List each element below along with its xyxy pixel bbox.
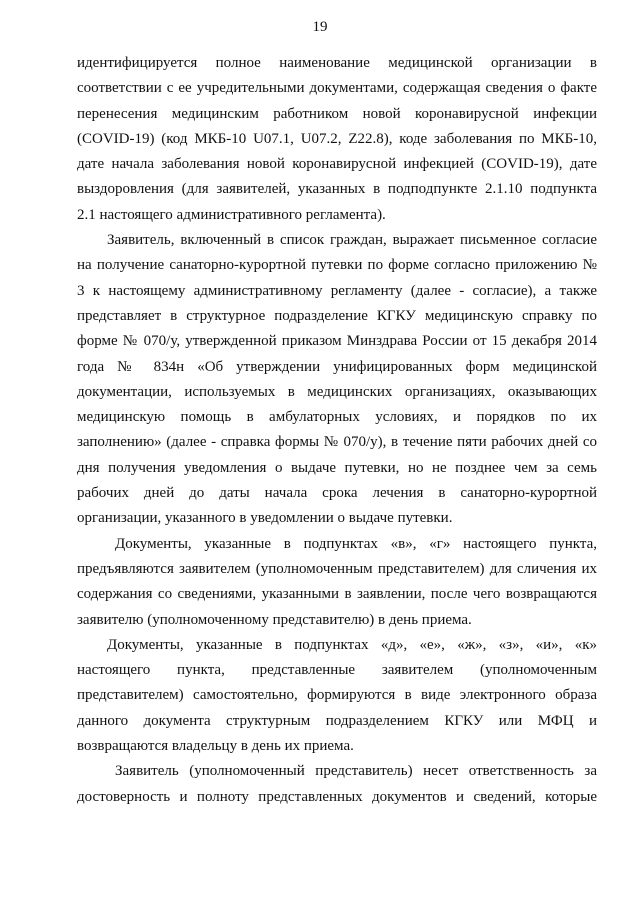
text-line: 2.1 настоящего административного регламента). (77, 206, 386, 223)
text-line: документации, используемых в медицинских организациях, оказывающих (77, 383, 597, 400)
text-line: Документы, указанные в подпунктах «д», «е», «ж», «з», «и», «к» (107, 636, 597, 653)
text-line: дате начала заболевания новой коронавирусной инфекцией (COVID-19), дате (77, 156, 597, 173)
text-line: содержания со сведениями, указанными в заявлении, после чего возвращаются (77, 586, 597, 603)
text-line: перенесения медицинским работником новой коронавирусной инфекции (77, 105, 597, 122)
paragraph-1 (77, 51, 597, 228)
paragraph-5 (77, 759, 597, 810)
text-line: 3 к настоящему административному регламенту (далее - согласие), а также (77, 282, 597, 299)
text-line: настоящего пункта, представленные заявителем (уполномоченным (77, 662, 597, 679)
text-line: идентифицируется полное наименование медицинской организации в (77, 55, 597, 71)
text-line: дня получения уведомления о выдаче путевки, но не позднее чем за семь (77, 459, 597, 476)
text-line: возвращаются владельцу в день их приема. (77, 738, 354, 755)
text-line: достоверность и полноту представленных документов и сведений, которые (77, 788, 597, 805)
text-line: Заявитель, включенный в список граждан, выражает письменное согласие (107, 232, 597, 249)
text-line: медицинскую помощь в амбулаторных условиях, и порядков по их (77, 409, 597, 426)
text-line: Документы, указанные в подпунктах «в», «г» настоящего пункта, (115, 535, 597, 552)
text-line: представителем) самостоятельно, формируются в виде электронного образа (77, 687, 597, 704)
text-line: данного документа структурным подразделением КГКУ или МФЦ и (77, 712, 597, 729)
text-line: года № 834н «Об утверждении унифицированных форм медицинской (77, 358, 597, 375)
text-line: Заявитель (уполномоченный представитель) несет ответственность за (115, 763, 597, 780)
paragraph-3 (77, 532, 597, 633)
text-line: предъявляются заявителем (уполномоченным представителем) для сличения их (77, 560, 597, 577)
text-line: заполнению» (далее - справка формы № 070/у), в течение пяти рабочих дней со (77, 434, 597, 451)
text-line: организации, указанного в уведомлении о выдаче путевки. (77, 510, 453, 527)
paragraph-2 (77, 228, 597, 532)
text-line: на получение санаторно-курортной путевки по форме согласно приложению № (77, 257, 597, 274)
text-line: (COVID-19) (код МКБ-10 U07.1, U07.2, Z22.8), коде заболевания по МКБ-10, (77, 130, 597, 147)
text-line: выздоровления (для заявителей, указанных в подподпункте 2.1.10 подпункта (77, 181, 597, 198)
document-body (77, 51, 597, 810)
text-line: заявителю (уполномоченному представителю) в день приема. (77, 611, 472, 628)
text-line: соответствии с ее учредительными документами, содержащая сведения о факте (77, 80, 597, 97)
text-line: рабочих дней до даты начала срока лечения в санаторно-курортной (77, 485, 597, 502)
text-line: форме № 070/у, утвержденной приказом Минздрава России от 15 декабря 2014 (77, 333, 597, 350)
page-number: 19 (312, 19, 328, 35)
paragraph-4 (77, 633, 597, 759)
text-line: представляет в структурное подразделение КГКУ медицинскую справку по (77, 307, 597, 324)
